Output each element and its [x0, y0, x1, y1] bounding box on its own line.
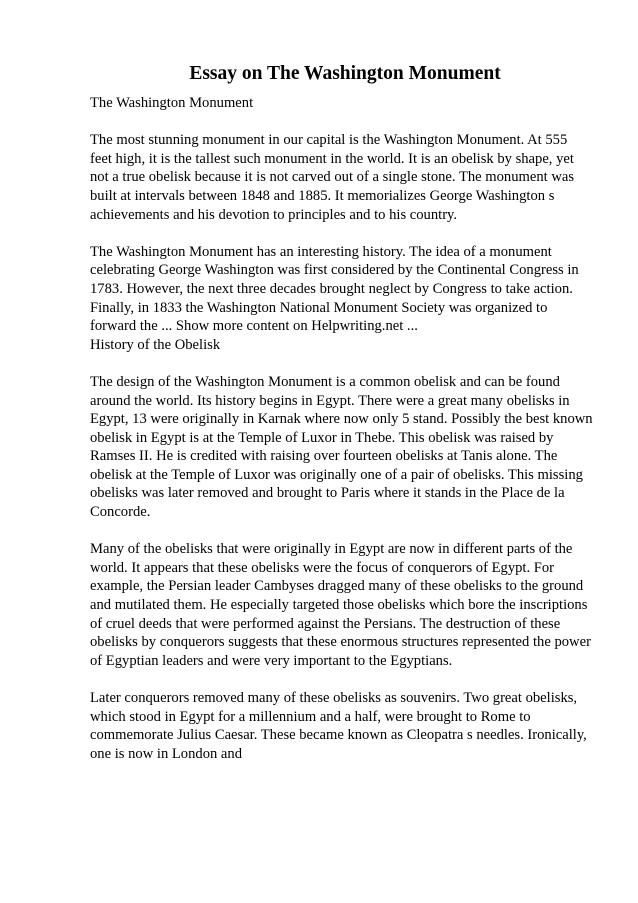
- document-title: Essay on The Washington Monument: [189, 63, 501, 84]
- text-line: The most stunning monument in our capital is the Washington Monument. At 555: [90, 132, 568, 149]
- text-line: obelisk at the Temple of Luxor was originally one of a pair of obelisks. This missing: [90, 466, 583, 483]
- text-line: Finally, in 1833 the Washington National Monument Society was organized to: [90, 299, 548, 316]
- text-line: The Washington Monument: [90, 95, 254, 111]
- text-line: celebrating George Washington was first considered by the Continental Congress in: [90, 262, 579, 279]
- text-line: which stood in Egypt for a millennium and a half, were brought to Rome to: [90, 708, 531, 725]
- text-line: around the world. Its history begins in Egypt. There were a great many obelisks in: [90, 392, 570, 409]
- text-line: feet high, it is the tallest such monument in the world. It is an obelisk by shape, yet: [90, 150, 574, 167]
- paragraph: [90, 243, 600, 355]
- text-line: not a true obelisk because it is not carved out of a single stone. The monument was: [90, 169, 575, 186]
- text-line: achievements and his devotion to principles and to his country.: [90, 206, 458, 223]
- text-line: Later conquerors removed many of these obelisks as souvenirs. Two great obelisks,: [90, 690, 578, 706]
- document-page: [90, 62, 600, 782]
- text-line: obelisk in Egypt is at the Temple of Luxor in Thebe. This obelisk was raised by: [90, 429, 554, 446]
- text-line: built at intervals between 1848 and 1885. It memorializes George Washington s: [90, 187, 555, 204]
- text-line: and mutilated them. He especially targeted those obelisks which bore the inscriptions: [90, 597, 588, 614]
- paragraph: [90, 540, 600, 670]
- text-line: obelisks was later removed and brought to Paris where it stands in the Place de la: [90, 485, 565, 502]
- text-line: of Egyptian leaders and were very important to the Egyptians.: [90, 652, 453, 669]
- text-line: 1783. However, the next three decades brought neglect by Congress to take action.: [90, 280, 573, 297]
- text-line: example, the Persian leader Cambyses dragged many of these obelisks to the ground: [90, 578, 584, 595]
- paragraph: [90, 373, 600, 522]
- text-line: Ramses II. He is credited with raising over fourteen obelisks at Tanis alone. The: [90, 448, 558, 465]
- text-line: The design of the Washington Monument is a common obelisk and can be found: [90, 373, 560, 390]
- text-line: forward the ... Show more content on Helpwriting.net ...: [90, 318, 418, 335]
- text-line: commemorate Julius Caesar. These became known as Cleopatra s needles. Ironically,: [90, 727, 587, 744]
- text-line: world. It appears that these obelisks were the focus of conquerors of Egypt. For: [90, 559, 555, 576]
- text-line: History of the Obelisk: [90, 336, 221, 353]
- text-line: one is now in London and: [90, 745, 243, 762]
- paragraph: [90, 131, 600, 224]
- paragraph: [90, 689, 600, 763]
- text-line: Egypt, 13 were originally in Karnak where now only 5 stand. Possibly the best known: [90, 411, 593, 428]
- text-line: Many of the obelisks that were originally in Egypt are now in different parts of the: [90, 541, 573, 558]
- document-body: [90, 94, 600, 763]
- paragraph: [90, 94, 600, 113]
- text-line: of cruel deeds that were performed against the Persians. The destruction of these: [90, 615, 561, 632]
- text-line: Concorde.: [90, 504, 151, 521]
- text-line: obelisks by conquerors suggests that these enormous structures represented the power: [90, 634, 591, 651]
- text-line: The Washington Monument has an interesting history. The idea of a monument: [90, 243, 552, 260]
